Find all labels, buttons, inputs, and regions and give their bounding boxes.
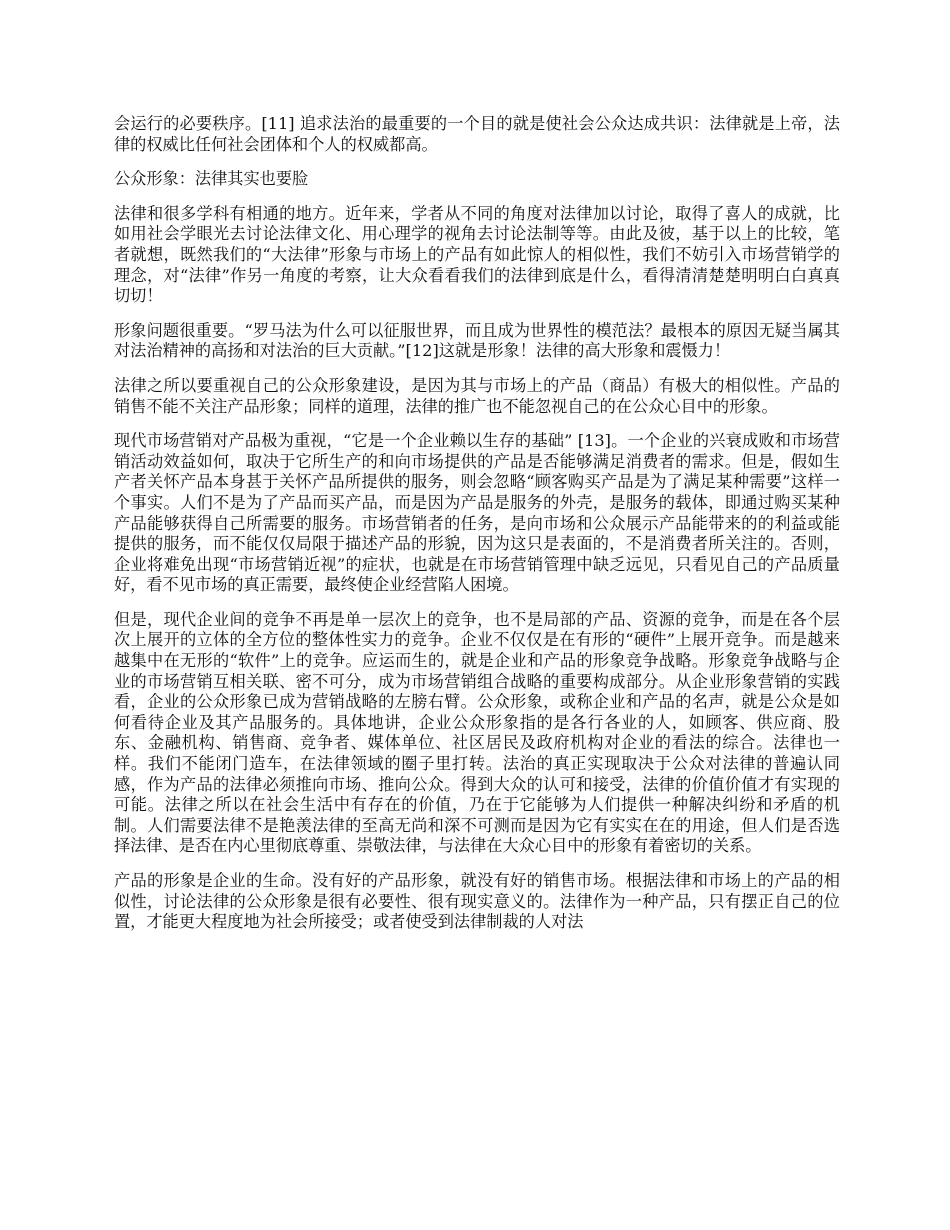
paragraph-3: 形象问题很重要。“罗马法为什么可以征服世界，而且成为世界性的模范法？最根本的原因无疑当属其对法治精神的高扬和对法治的巨大贡献。”[12]这就是形象！法律的高大形象和震慑力！	[114, 320, 840, 361]
document-body	[114, 114, 840, 947]
paragraph-2: 法律和很多学科有相通的地方。近年来，学者从不同的角度对法律加以讨论，取得了喜人的成就，比如用社会学眼光去讨论法律文化、用心理学的视角去讨论法制等等。由此及彼，基于以上的比较，笔者就想，既然我们的“大法律”形象与市场上的产品有如此惊人的相似性，我们不妨引入市场营销学的理念，对“法律”作另一角度的考察，让大众看看我们的法律到底是什么，看得清清楚楚明明白白真真切切！	[114, 203, 840, 306]
paragraph-7: 产品的形象是企业的生命。没有好的产品形象，就没有好的销售市场。根据法律和市场上的产品的相似性，讨论法律的公众形象是很有必要性、很有现实意义的。法律作为一种产品，只有摆正自己的位置，才能更大程度地为社会所接受；或者使受到法律制裁的人对法	[114, 871, 840, 932]
section-heading: 公众形象：法律其实也要脸	[114, 169, 309, 189]
paragraph-1: 会运行的必要秩序。[11] 追求法治的最重要的一个目的就是使社会公众达成共识：法律就是上帝，法律的权威比任何社会团体和个人的权威都高。	[114, 114, 840, 154]
paragraph-6: 但是，现代企业间的竞争不再是单一层次上的竞争，也不是局部的产品、资源的竞争，而是在各个层次上展开的立体的全方位的整体性实力的竞争。企业不仅仅是在有形的“硬件”上展开竞争。而是越来越集中在无形的“软件”上的竞争。应运而生的，就是企业和产品的形象竞争战略。形象竞争战略与企业的市场营销互相关联、密不可分，成为市场营销组合战略的重要构成部分。从企业形象营销的实践看，企业的公众形象已成为营销战略的左膀右臂。公众形象，或称企业和产品的名声，就是公众是如何看待企业及其产品服务的。具体地讲，企业公众形象指的是各行各业的人，如顾客、供应商、股东、金融机构、销售商、竞争者、媒体单位、社区居民及政府机构对企业的看法的综合。法律也一样。我们不能闭门造车，在法律领域的圈子里打转。法治的真正实现取决于公众对法律的普遍认同感，作为产品的法律必须推向市场、推向公众。得到大众的认可和接受，法律的价值价值才有实现的可能。法律之所以在社会生活中有存在的价值，乃在于它能够为人们提供一种解决纠纷和矛盾的机制。人们需要法律不是艳羡法律的至高无尚和深不可测而是因为它有实实在在的用途，但人们是否选择法律、是否在内心里彻底尊重、崇敬法律，与法律在大众心目中的形象有着密切的关系。	[114, 609, 840, 856]
paragraph-4: 法律之所以要重视自己的公众形象建设，是因为其与市场上的产品（商品）有极大的相似性。产品的销售不能不关注产品形象；同样的道理，法律的推广也不能忽视自己的在公众心目中的形象。	[114, 375, 840, 416]
paragraph-5: 现代市场营销对产品极为重视，“它是一个企业赖以生存的基础” [13]。一个企业的兴衰成败和市场营销活动效益如何，取决于它所生产的和向市场提供的产品是否能够满足消费者的需求。但是，假如生产者关怀产品本身甚于关怀产品所提供的服务，则会忽略“顾客购买产品是为了满足某种需要”这样一个事实。人们不是为了产品而买产品，而是因为产品是服务的外壳，是服务的载体，即通过购买某种产品能够获得自己所需要的服务。市场营销者的任务，是向市场和公众展示产品能带来的的利益或能提供的服务，而不能仅仅局限于描述产品的形貌，因为这只是表面的，不是消费者所关注的。否则，企业将难免出现“市场营销近视”的症状，也就是在市场营销管理中缺乏远见，只看见自己的产品质量好，看不见市场的真正需要，最终使企业经营陷人困境。	[114, 431, 840, 595]
